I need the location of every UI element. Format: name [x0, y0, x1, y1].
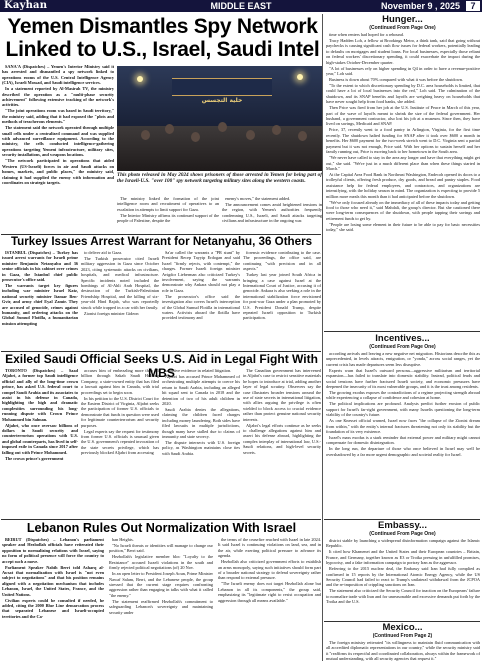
hunger-headline: Hunger...	[382, 14, 423, 25]
paragraph: "A lot of businesses rely on higher spending in Q4 in order to have a revenue-positive year," Loh said.	[326, 65, 480, 77]
lebanon-headline: Lebanon Rules Out Normalization With Israel	[26, 521, 297, 535]
paragraph: according arrivals and leaving a new negative net migration. Historians describe this as unprecedented, in levels attracts, emigration, or "yonda," across social ranges, yet the current crisis has made departures seem less disruptive.	[326, 351, 480, 367]
lebanon-article-col-3	[218, 537, 321, 661]
yemen-article-col-2	[117, 196, 219, 234]
paragraph: Civilian experts could be consulted if needed, he added, citing the 2000 Blue Line demarcation process that separated Lebanese and Israeli-occupied territories and the Ca-	[2, 597, 104, 619]
paragraph: Hezbollah's legislative member bloc "Loyalty to the Resistance" accused Israeli violations in the south and firmly rejected political negotiations (of) 20 Nov.	[109, 554, 213, 571]
photo-person	[141, 130, 150, 140]
newspaper-logo: Kayhan	[4, 0, 48, 11]
photo-person	[298, 131, 307, 141]
paragraph: "We never have called to stay in the area any longer and have that everything might get out," she said. "We're just in a much different place than when these things started in March."	[326, 155, 480, 171]
paragraph: "People are losing some element in their future to be able to pay for basic necessities today," she said.	[326, 221, 480, 233]
photo-person	[246, 130, 255, 140]
photo-arabic-text: خلية التجسس	[201, 97, 243, 104]
embassy-headline: Embassy...	[378, 520, 427, 531]
photo-banner	[172, 78, 272, 96]
paragraph: Tracy Hadden Loh, a fellow at Brookings Metro, a think tank, said that going without paychecks is causing significant cash flow issues for federal workers, potentially leading to defaults on mortgages and student loans. For local businesses, especially those reliant on federal workers' discretionary spending, it could exacerbate the impact during the high-stakes October-December quarter.	[326, 38, 480, 65]
photo-person	[272, 125, 281, 135]
paragraph: accuses him of embezzling more than $5 billion through Sakab Saudi Holding Company, a state-owned entity that has filed a lawsuit against him in Canada, with trial proceedings set to begin soon.	[81, 368, 159, 395]
paragraph: Israel's mass exodus is a stark reminder that external power and military might cannot compensate for domestic disintegration.	[326, 435, 480, 446]
paragraph: The Interior Ministry affirms its continued support of the people of Palestine, despite the	[117, 212, 219, 224]
saudi-article-col-2	[81, 368, 159, 518]
embassy-article-body	[326, 538, 480, 620]
paragraph: "The Israeli enemy does not target Hezbollah alone but Lebanon in all its components," the group said, emphasizing its "legitimate right to resist occupation and aggression through all means available."	[218, 581, 321, 603]
paragraph: In a statement reported by Al-Masirah TV, the ministry described the operation as a "multi-phase security achievement" following extensive tracking of the network's activities.	[2, 86, 114, 108]
paragraph: SANA'A (Dispatches) – Yemen's Interior Ministry said it has arrested and dismantled a spy network linked to operations rooms of the U.S. Central Intelligence Agency (CIA), Israeli Mossad, and Saudi intelligence services.	[2, 64, 114, 86]
paragraph: Business is down about 70% compared with what it was before the shutdown.	[329, 77, 464, 83]
paragraph: forensic evidence contributing to the case. The proceedings, the office said, are continuing "with precision and in all aspects."	[243, 250, 321, 272]
paragraph: "To the extent to which discretionary spending by D.C. area households is limited, that could have a lot of local businesses into the red," Loh said. The culmination of the shutdown, and its SNAP benefits and layoffs are weighing heavy on households that have never sought help from food banks, she added.	[326, 83, 480, 105]
paragraph: Legal experts say the request for testimony from former U.S. officials is unusual given the U.S. government's repeated invocation of the state secrets privilege, which has previously blocked Aljabri from accessing	[81, 428, 159, 456]
hunger-article-body	[326, 32, 480, 328]
incentives-continued-label: (Continued From Page One)	[369, 344, 436, 350]
paragraph: Turkey last year joined South Africa in bringing a case against Israel at the International Court of Justice, accusing it of genocide. Ankara is also seeking a role in the international stabilization force envisioned for post-war Gaza under a plan promoted by U.S. President Donald Trump, despite repeated Israeli opposition to Turkish participation.	[243, 272, 321, 321]
paragraph: The Canadian government has intervened in Aljabri's case to restrict sensitive materials he hopes to introduce at trial, adding another layer of legal scrutiny. Observers say the case illustrates broader tensions around the use of state secrets in international litigation, with allies arguing the privilege is often wielded to block access to crucial evidence rather than protect genuine national security interests.	[243, 368, 321, 422]
paragraph: time when renters had hoped for a rebound.	[329, 32, 404, 37]
paragraph: The Turkish prosecutor cited Israeli military aggression in Gaza since October 2023, citing systematic attacks on civilians, hospitals, and medical infrastructure. Specific incidents noted included the bombings of Al-Ahli Arab Hospital, the destruction of the Turkish-Palestinian Friendship Hospital, and the killing of six-year-old Hind Rajab, who was reportedly struck while trapped in a car with her family.	[81, 256, 159, 310]
hunger-continued-label: (Continued From Page One)	[369, 25, 436, 31]
embassy-continued-label: (Continued From Page One)	[369, 531, 436, 537]
turkey-article-col-3	[162, 250, 240, 350]
yemen-photo-caption: This photo released in May 2024 shows prisoners of those arrested in Yemen for being part of the Israeli-U.S. "over 100" spy network targeting military sites along the western coasts.	[117, 172, 322, 185]
paragraph: BEIRUT (Dispatches) – Lebanon's parliament speaker and Hezbollah officials have reiterated their opposition to normalizing relations with Israel, saying no form of political presence will force the country to accept such a move.	[2, 537, 104, 564]
paragraph: Aljabri has accused Prince Mohammed of orchestrating multiple attempts to coerce his return to Saudi Arabia, including an alleged hit squad sent to Canada in 2018 and the detention of two of his adult children in 2020.	[162, 374, 240, 407]
paragraph: At the Capital Area Food Bank in Northeast Washington, Endecoh opened its doors to a trolleyful clients, offering fresh produce, dry goods, and bread and pantry staples. Food assistance help for federal employees, and contractors, and organizations are intensifying, with the holiday season in mind. The organization is expecting to provide 5 million more meals this month than it had anticipated before the shutdown.	[326, 171, 480, 199]
paragraph: The ministry linked the formation of the joint intelligence room and recruitment of operatives to an escalation in attempts to limit support for Gaza.	[117, 196, 219, 212]
lebanon-article-col-1	[2, 537, 104, 661]
paragraph: TORONTO (Dispatches) – Saad Aljabri, a former top Saudi intelligence official and ally of the long-time crown prince, has asked U.S. federal court to compel Saudi Arabia and its associates to assist in his defense in Canada, highlighting the high and dramatic complexities surrounding his long-running dispute with Crown Prince Mohammed bin Salman.	[2, 368, 78, 422]
section-title: MIDDLE EAST	[210, 1, 272, 11]
turkey-headline: Turkey Issues Arrest Warrant for Netanyahu, 36 Others	[10, 235, 313, 248]
photo-light	[297, 74, 303, 80]
mexico-continued-label: (Continued From Page 2)	[372, 633, 433, 639]
paragraph: The statement said the network operated through multiple small cells under a centralized command and was supplied with advanced surveillance equipment. According to the ministry, the cells conducted intelligence-gathering operations targeting Yemeni infrastructure, military sites, security installations, and weapons locations.	[2, 125, 114, 158]
saudi-article-col-4	[243, 368, 321, 518]
paragraph: The prosecutor's office said the investigation also covers Israel's interception of the Global Sumud Flotilla in international waters. Activists aboard the flotilla have provided testimony and	[162, 293, 240, 321]
yemen-headline: Yemen Dismantles Spy Network Linked to U.S., Israel, Saudi Intel	[5, 15, 320, 61]
paragraph: Price, 37, recently went to a food pantry in Arlington, Virginia, for the first time recently. The shutdown halted funding for SNAP after it took over $600 a month in benefits. Her $600 payment for the two-week stretch went to D.C. Virginia sent a partial payment but it was not enough, Price said. With her options to sustain herself and her family running out, Price is moving back to her hometown in the South area.	[326, 127, 480, 155]
paragraph: The statement also criticized the Security Council for inaction on the Europeans' failure to normalize trade with Iran and for unreasonable and excessive demands put forth by the Troika and the U.S.	[326, 588, 480, 605]
turkey-article-col-4	[243, 250, 321, 350]
paragraph: Aljabri's legal efforts continue as he seeks to challenge allegations against him and assert his defense abroad, highlighting the complex interplay of international law, U.S.-Saudi relations, and high-level security secrets.	[243, 422, 321, 455]
paragraph: sensitive evidence in related litigation.	[165, 368, 232, 373]
paragraph: Aljabri, who once oversaw billions of dollars in Saudi security and counterterrorism operations with U.S. and global counterparts, has lived in self-imposed exile in Canada since 2017 after falling out with Prince Mohammed.	[2, 422, 78, 455]
paragraph: Experts warn that Israel's outward persona—aggressive militarism and territorial expansion—has failed to translate into domestic stability. Instead, political feuds and social tensions have further fractured Israeli society, and economic pressures have deepened the insecurity of its most vulnerable groups, and it is the trust among residents.	[326, 367, 480, 390]
paragraph: ISTANBUL (Dispatches) – Turkey has issued arrest warrants for Israeli prime minister Benjamin Netanyahu and 36 senior officials in his cabinet over crimes in Gaza, the Istanbul chief public prosecutor's office said.	[2, 250, 78, 283]
paragraph: "No Israeli threats or identities will manage to change our position," Berri said.	[109, 543, 213, 554]
divider	[1, 519, 321, 520]
paragraph: As one Knesset official warned, Israel now faces "the collapse of the Zionist dream from within," with the entity's internal fractures threatening not only its stability but the foundation of its very existence.	[326, 418, 480, 435]
paragraph: Saudi Arabia denies the allegations, claiming the children faced charges including money laundering. Both sides have filed lawsuits in multiple jurisdictions, though many have stalled due to claims of immunity and state secrecy.	[162, 407, 240, 440]
photo-person	[191, 132, 200, 142]
paragraph: The foreign ministry reiterated "its willingness to maintain fluid communication with all accredited diplomatic representations in our country," while the security ministry said it "reaffirms its respectful and coordinated collaboration, always within the framework of mutual understanding, with all security agencies that request it."	[326, 640, 480, 662]
paragraph: The dispute intersects with U.S. foreign policy, as Washington maintains close ties with Saudi Arabia.	[162, 440, 240, 456]
paragraph: to deliver aid to Gaza.	[84, 250, 123, 255]
yemen-photo	[117, 66, 322, 171]
paragraph: ban Heights.	[112, 537, 134, 542]
turkey-article-col-2	[81, 250, 159, 350]
incentives-headline: Incentives...	[375, 333, 430, 344]
turkey-article-col-1	[2, 250, 78, 350]
paragraph: In his petition to the U.S. District Court for the Eastern District of Virginia, Aljabri seeks the participation of former U.S. officials to demonstrate that funds in question were used for legitimate counterterrorism and security purposes.	[81, 395, 159, 428]
paragraph: It cited how Khamenei and the United States and their European countries – Britain, France, and Germany, together known as E3 or Troika pressing in unfulfilled promises, hypocrisy, and a fake information campaign to portray Iran as the aggressor.	[326, 549, 480, 566]
paragraph: Zionist foreign minister Gideon	[84, 310, 139, 316]
paragraph: The crown prince's government	[5, 455, 64, 461]
page-number: 7	[466, 1, 480, 11]
photo-light	[137, 76, 143, 82]
mexico-headline: Mexico...	[382, 622, 423, 633]
masthead	[0, 0, 482, 12]
saudi-article-col-1	[2, 368, 78, 518]
yemen-article-col-1	[2, 64, 114, 234]
paragraph: In the long run, the departure of those who once believed in Israel may well be overshadowed by a far more urgent demographic and societal reality for Israel.	[326, 446, 480, 457]
paragraph: Then Price was fired from her job at the U.S. Institute of Peace in March of this year, part of the wave of layoffs meant to shrink the size of the federal government. Her husband, a government contractor, also lost his job at a museum. Since then, they have lived on savings, Medicaid and SNAP.	[326, 105, 480, 127]
divider	[324, 331, 480, 332]
saudi-article-col-3	[162, 368, 240, 518]
mexico-article-body	[326, 640, 480, 662]
saudi-headline: Exiled Saudi Official Seeks U.S. Aid in Legal Fight With MBS	[5, 352, 318, 380]
issue-date: November 9 , 2025	[380, 1, 460, 11]
paragraph: The warrants target key figures including war minister Israel Katz, national security minister Itamar Ben-Gvir, and army chief Eyal Zamir. They are accused of genocide, crimes against humanity, and ordering attacks on the Global Sumud Flotilla, a humanitarian mission attempting	[2, 283, 78, 326]
paragraph: the terms of the ceasefire reached with Israel in late 2024. It said Israel is continuing violations on land, sea, and in the air, while exerting political pressure to advance its agenda.	[218, 537, 321, 559]
paragraph: Parliament Speaker Nabih Berri told Asharq al-Awsat that normalization with Israel is "not even subject to negotiations" and that his position remains aligned with a negotiation mechanism that includes Lebanon, Israel, the United States, France, and the United Nations.	[2, 564, 104, 597]
photo-person	[218, 122, 227, 132]
paragraph: Hezbollah also criticized government efforts to establish an arms monopoly, saying such initiatives should form part of a broader national strategy to defend sovereignty rather than respond to external pressure.	[218, 559, 321, 581]
yemen-article-col-3	[222, 196, 322, 234]
lebanon-article-col-2	[109, 537, 213, 661]
paragraph: The political implications are profound. Analysts predict further erosion of public support for Israel's far-right government, with many Israelis questioning the long-term viability of the country's future.	[326, 401, 480, 418]
paragraph: "We've only focused already on the immediacy of all of these impacts today and getting food to those who need it," said Mahdali, the group's director. But she cautioned there were long-term consequences of the shutdown, with people tapping their savings and retirement funds to get by.	[326, 199, 480, 221]
photo-person	[165, 124, 174, 134]
paragraph: Sa'ar called the warrants a "PR stunt" by President Recep Tayyip Erdogan and said Israel "firmly rejects, with contempt," the charges. Former Israeli foreign minister Avigdor Lieberman also criticized Turkey's involvement, saying the warrants demonstrate why Ankara should not play a role in Gaza.	[162, 250, 240, 293]
paragraph: "The joint operations room was based in Saudi territory," the ministry said, adding that it had exposed the "plots and methods of treacherous elements."	[2, 108, 114, 125]
paragraph: Referring to the 2015 nuclear deal, the Embassy said Iran had fully complied as confirmed in 15 reports by the International Atomic Energy Agency, while the US Security Council had failed to react to Trump's unilateral withdrawal from the JCPOA and the re-imposition of crippling sanctions on Iran.	[326, 566, 480, 588]
paragraph: The growing exodus exposes the contradictions of a regime projecting strength abroad while experiencing a collapse of confidence and cohesion at home.	[326, 390, 480, 401]
paragraph: The announcement comes amid heightened tensions in the region, with Yemen's authorities frequently condemning U.S., Israeli, and Saudi attacks targeting civilians and infrastructure in the ongoing war.	[222, 202, 322, 224]
paragraph: The statement reaffirmed Hezbollah's commitment to safeguarding Lebanon's sovereignty and maintaining security under	[109, 598, 213, 615]
incentives-article-body	[326, 351, 480, 517]
paragraph: district stable by launching a widespread disinformation campaign against the Islamic Republic.	[326, 538, 480, 549]
paragraph: enemy's moves," the statement added.	[225, 196, 291, 201]
paragraph: "The network participated in operations that aided Western (US-Israeli) forces in air and Saudi attacks on homes, markets, and public places," the ministry said, claiming it had supplied the enemy with information and coordinates on strategic targets.	[2, 158, 114, 185]
paragraph: In an open letter to President Joseph Aoun, Prime Minister Nawaf Salam, Berri, and the Lebanese people, the group stressed that the current stage requires confronting aggression rather than engaging in talks with what it called "the enemy."	[109, 571, 213, 598]
